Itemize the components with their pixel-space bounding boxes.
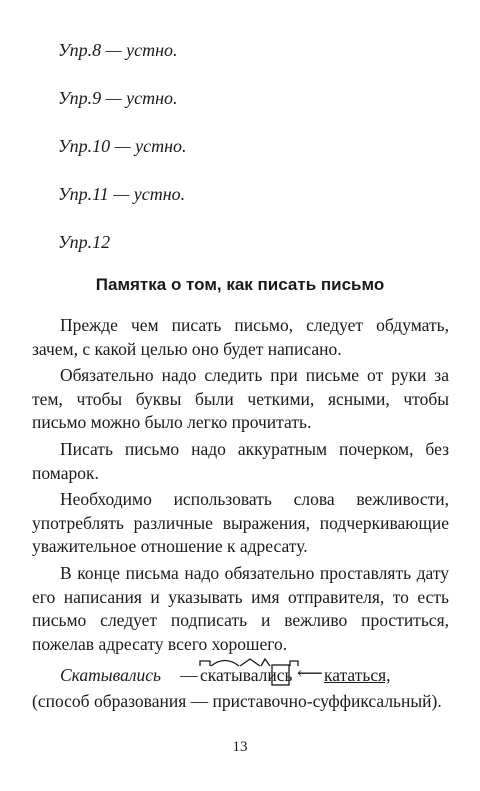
derivation-arrow-icon: ⟵: [297, 663, 323, 684]
memo-paragraph-4: Необходимо использовать слова вежливости, употреблять различные выражения, подчеркивающие уважительное отношение к адресату.: [32, 489, 449, 557]
analysed-word: Скатывались: [60, 665, 162, 686]
source-word: кататься,: [324, 665, 391, 686]
word-analysis-continuation: (способ образования — приставочно-суффиксальный).: [32, 691, 442, 712]
exercise-10: Упр.10 — устно.: [58, 136, 187, 156]
exercise-8: Упр.8 — устно.: [58, 40, 178, 60]
memo-paragraph-5: В конце письма надо обязательно проставлять дату его написания и указывать имя отправителя, то есть письмо следует подписать и вежливо проститься, пожелав адресату всего хорошего.: [32, 562, 449, 654]
analysis-dash: —: [180, 665, 198, 686]
exercise-12: Упр.12: [58, 232, 111, 252]
memo-paragraph-3: Писать письмо надо аккуратным почерком, без помарок.: [32, 438, 449, 483]
memo-title: Памятка о том, как писать письмо: [95, 275, 385, 294]
memo-paragraph-1: Прежде чем писать письмо, следует обдумать, зачем, с какой целью оно будет написано.: [32, 315, 449, 359]
page-number: 13: [232, 739, 248, 755]
word-analysis-line: [32, 662, 449, 690]
morpheme-marks-icon: [32, 656, 332, 690]
morpheme-breakdown: скатывались: [200, 665, 293, 686]
memo-paragraph-2: Обязательно надо следить при письме от руки за тем, чтобы буквы были четкими, ясными, чтобы письмо можно было легко прочитать.: [32, 365, 449, 433]
exercise-11: Упр.11 — устно.: [58, 184, 186, 204]
exercise-9: Упр.9 — устно.: [58, 88, 178, 108]
memo-body: [32, 314, 449, 714]
